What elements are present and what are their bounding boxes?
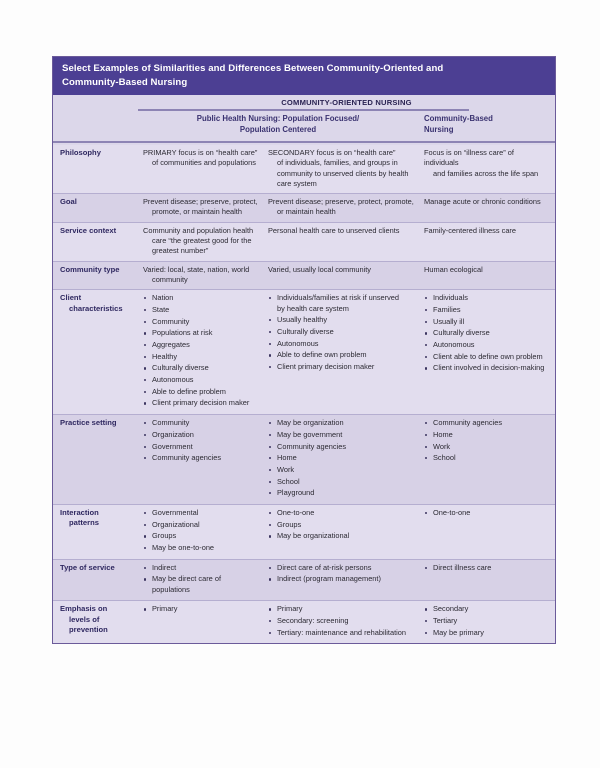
cell-public-health-population-centered (263, 415, 419, 504)
bullet-line: School (277, 476, 300, 486)
bullet-item (424, 628, 550, 638)
paragraph-line: and families across the life span (433, 168, 539, 178)
cell-public-health-population-centered (263, 290, 419, 414)
cell-public-health-population-focused (138, 194, 263, 222)
table-row (53, 262, 555, 291)
bullet-item (268, 477, 414, 487)
row-label-line: prevention (69, 625, 108, 635)
bullet-item (143, 543, 258, 553)
bullet-line: May be organizational (277, 531, 350, 541)
bullet-line: Able to define own problem (277, 350, 367, 360)
bullet-item (424, 317, 550, 327)
bullet-line: Governmental (152, 507, 199, 517)
row-label (53, 262, 138, 290)
cell-public-health-population-focused (138, 505, 263, 559)
bullet-item (268, 362, 414, 372)
bullet-item (268, 520, 414, 530)
row-label (53, 290, 138, 414)
paragraph-line: Manage acute or chronic conditions (424, 197, 541, 207)
row-label (53, 415, 138, 504)
cell-public-health-population-centered (263, 194, 419, 222)
bullet-item (268, 563, 414, 573)
cell-public-health-population-centered (263, 601, 419, 643)
bullet-item (424, 418, 550, 428)
bullet-item (143, 352, 258, 362)
bullet-item (424, 363, 550, 373)
cell-community-based-nursing (419, 601, 555, 643)
paragraph-line: of communities and populations (152, 158, 256, 168)
bullet-item (143, 363, 258, 373)
bullet-line: May be direct care of (152, 574, 222, 584)
bullet-line: Client able to define own problem (433, 351, 543, 361)
cell-bullet-list (268, 293, 414, 372)
paragraph-line: PRIMARY focus is on “health care” (143, 148, 258, 157)
paragraph-line: community (152, 274, 188, 284)
bullet-line: State (152, 304, 170, 314)
paragraph-line: Focus is on “illness care” of individuals (424, 148, 514, 168)
cell-paragraph (143, 197, 258, 218)
cell-paragraph (268, 148, 414, 189)
bullet-item (424, 604, 550, 614)
bullet-item (268, 508, 414, 518)
bullet-line: Secondary: screening (277, 616, 349, 626)
bullet-line: Direct care of at-risk persons (277, 562, 372, 572)
bullet-line: Home (277, 453, 297, 463)
cell-community-based-nursing (419, 194, 555, 222)
bullet-line: May be government (277, 429, 343, 439)
bullet-item (424, 508, 550, 518)
bullet-line: Client primary decision maker (152, 398, 250, 408)
bullet-line: Autonomous (433, 340, 475, 350)
header-cell-community-based-nursing (418, 111, 555, 141)
cell-paragraph (268, 197, 414, 218)
header-bottom-rule (53, 141, 555, 143)
bullet-line: Usually ill (433, 316, 465, 326)
bullet-line: by health care system (277, 303, 349, 313)
row-label-line: Practice setting (60, 418, 117, 428)
bullet-item (143, 328, 258, 338)
bullet-item (268, 315, 414, 325)
header-cb-line-1: Community-Based (424, 114, 493, 123)
bullet-item (268, 616, 414, 626)
bullet-line: Tertiary: maintenance and rehabilitation (277, 627, 406, 637)
bullet-item (143, 430, 258, 440)
bullet-line: Playground (277, 488, 315, 498)
cell-bullet-list (268, 604, 414, 638)
cell-paragraph (424, 197, 550, 207)
bullet-line: Community (152, 418, 190, 428)
row-label (53, 560, 138, 601)
bullet-item (143, 398, 258, 408)
cell-public-health-population-focused (138, 560, 263, 601)
bullet-line: One-to-one (433, 507, 471, 517)
bullet-item (268, 293, 414, 314)
paragraph-line: Community and population health (143, 225, 254, 235)
bullet-line: Home (433, 429, 453, 439)
bullet-line: School (433, 453, 456, 463)
bullet-item (143, 508, 258, 518)
cell-paragraph (424, 265, 550, 275)
cell-bullet-list (143, 418, 258, 463)
bullet-item (268, 604, 414, 614)
table-row (53, 145, 555, 194)
bullet-line: Usually healthy (277, 315, 328, 325)
bullet-line: Secondary (433, 604, 469, 614)
bullet-line: One-to-one (277, 507, 315, 517)
bullet-line: Indirect (program management) (277, 574, 381, 584)
cell-public-health-population-centered (263, 560, 419, 601)
bullet-item (143, 418, 258, 428)
row-label (53, 194, 138, 222)
bullet-item (143, 453, 258, 463)
group-header-community-oriented: COMMUNITY-ORIENTED NURSING (281, 98, 412, 107)
cell-paragraph (424, 226, 550, 236)
table-row (53, 223, 555, 262)
paragraph-line: care system (277, 178, 317, 188)
bullet-line: Able to define problem (152, 386, 226, 396)
bullet-item (143, 293, 258, 303)
bullet-item (424, 442, 550, 452)
cell-community-based-nursing (419, 223, 555, 261)
bullet-line: Indirect (152, 562, 177, 572)
table-row (53, 505, 555, 560)
row-label-line: Goal (60, 197, 77, 207)
cell-bullet-list (268, 508, 414, 542)
bullet-item (143, 604, 258, 614)
sub-header-row (53, 111, 555, 141)
row-label-line: Philosophy (60, 148, 101, 157)
bullet-line: Healthy (152, 351, 178, 361)
bullet-item (424, 616, 550, 626)
row-label-line: Service context (60, 225, 117, 235)
row-label-line: Client (60, 293, 82, 303)
cell-paragraph (143, 226, 258, 257)
paragraph-line: care “the greatest good for the (152, 236, 252, 246)
table-row (53, 601, 555, 643)
paragraph-line: promote, or maintain health (152, 207, 242, 217)
bullet-item (143, 520, 258, 530)
header-label-spacer (53, 95, 138, 109)
bullet-line: Client involved in decision-making (433, 363, 545, 373)
bullet-line: Direct illness care (433, 562, 492, 572)
cell-paragraph (268, 226, 414, 236)
bullet-line: Community agencies (152, 453, 222, 463)
row-label (53, 223, 138, 261)
bullet-line: Primary (277, 604, 303, 614)
cell-bullet-list (424, 604, 550, 638)
header-cell-public-health-nursing (138, 111, 418, 141)
bullet-item (424, 430, 550, 440)
row-label-line: Interaction (60, 507, 99, 517)
cell-bullet-list (143, 563, 258, 595)
table-title-line-2: Community-Based Nursing (62, 76, 188, 88)
row-label (53, 505, 138, 559)
row-label (53, 145, 138, 193)
cell-paragraph (268, 265, 414, 275)
bullet-line: populations (152, 584, 190, 594)
cell-paragraph (143, 265, 258, 286)
paragraph-line: Family-centered illness care (424, 225, 517, 235)
bullet-item (268, 531, 414, 541)
cell-public-health-population-focused (138, 601, 263, 643)
table-title-bar (53, 57, 555, 95)
bullet-line: May be organization (277, 418, 344, 428)
row-label-line: Emphasis on (60, 604, 108, 614)
table-row (53, 290, 555, 415)
paragraph-line: Human ecological (424, 264, 483, 274)
bullet-line: Community (152, 316, 190, 326)
cell-public-health-population-focused (138, 415, 263, 504)
bullet-item (268, 418, 414, 428)
bullet-item (424, 328, 550, 338)
cell-community-based-nursing (419, 290, 555, 414)
cell-public-health-population-focused (138, 290, 263, 414)
bullet-line: Individuals (433, 293, 468, 303)
bullet-line: Organization (152, 429, 194, 439)
cell-bullet-list (424, 418, 550, 463)
bullet-line: Autonomous (277, 338, 319, 348)
bullet-line: Culturally diverse (152, 363, 209, 373)
bullet-line: Client primary decision maker (277, 362, 375, 371)
bullet-item (268, 430, 414, 440)
bullet-item (424, 563, 550, 573)
paragraph-line: Varied: local, state, nation, world (143, 264, 250, 274)
cell-public-health-population-centered (263, 145, 419, 193)
cell-bullet-list (424, 293, 550, 373)
cell-community-based-nursing (419, 145, 555, 193)
bullet-line: Culturally diverse (433, 328, 490, 338)
bullet-item (143, 305, 258, 315)
bullet-item (143, 387, 258, 397)
bullet-item (143, 563, 258, 573)
bullet-line: Aggregates (152, 340, 190, 350)
row-label-line: patterns (69, 518, 99, 528)
row-label (53, 601, 138, 643)
paragraph-line: Prevent disease; preserve, protect, promote, (268, 197, 414, 207)
bullet-line: Work (433, 441, 451, 451)
bullet-line: Groups (277, 519, 302, 529)
cell-community-based-nursing (419, 505, 555, 559)
bullet-line: Culturally diverse (277, 326, 334, 336)
cell-bullet-list (424, 563, 550, 573)
paragraph-line: Personal health care to unserved clients (268, 225, 400, 235)
cell-public-health-population-centered (263, 223, 419, 261)
bullet-line: Primary (152, 604, 178, 614)
header-cell-label (53, 111, 138, 141)
bullet-item (143, 574, 258, 595)
bullet-item (143, 442, 258, 452)
table-column-header (53, 95, 555, 145)
bullet-item (424, 293, 550, 303)
bullet-item (268, 465, 414, 475)
paragraph-line: of individuals, families, and groups in (277, 158, 398, 168)
bullet-line: Community agencies (277, 441, 347, 451)
cell-bullet-list (268, 418, 414, 498)
bullet-line: Groups (152, 531, 177, 541)
paragraph-line: community to unserved clients by health (277, 168, 409, 178)
bullet-line: May be one-to-one (152, 543, 215, 553)
bullet-item (143, 317, 258, 327)
cell-paragraph (424, 148, 550, 179)
cell-public-health-population-focused (138, 145, 263, 193)
bullet-item (424, 352, 550, 362)
cell-public-health-population-centered (263, 505, 419, 559)
bullet-item (268, 327, 414, 337)
bullet-line: Families (433, 304, 461, 314)
bullet-item (143, 340, 258, 350)
header-ph-line-1: Public Health Nursing: Population Focused/ (196, 114, 360, 123)
row-label-line: levels of (69, 614, 100, 624)
bullet-item (268, 488, 414, 498)
bullet-line: Work (277, 464, 295, 474)
cell-public-health-population-focused (138, 262, 263, 290)
bullet-line: Individuals/families at risk if unserved (277, 293, 399, 303)
bullet-item (268, 339, 414, 349)
header-cb-line-2: Nursing (424, 124, 454, 134)
paragraph-line: SECONDARY focus is on “health care” (268, 148, 396, 157)
paragraph-line: or maintain health (277, 207, 336, 217)
cell-paragraph (143, 148, 258, 169)
bullet-item (143, 531, 258, 541)
cell-community-based-nursing (419, 560, 555, 601)
bullet-item (424, 453, 550, 463)
group-header-row (53, 95, 555, 109)
table-title-line-1: Select Examples of Similarities and Differences Between Community-Oriented and (62, 63, 444, 74)
cell-public-health-population-centered (263, 262, 419, 290)
bullet-item (268, 574, 414, 584)
bullet-item (268, 453, 414, 463)
paragraph-line: Prevent disease; preserve, protect, (143, 197, 258, 207)
bullet-item (424, 340, 550, 350)
cell-bullet-list (143, 604, 258, 614)
cell-community-based-nursing (419, 262, 555, 290)
bullet-line: Nation (152, 293, 174, 303)
table-body (53, 145, 555, 643)
comparison-table (52, 56, 556, 644)
bullet-item (268, 628, 414, 638)
cell-bullet-list (143, 508, 258, 553)
bullet-item (268, 350, 414, 360)
bullet-line: Community agencies (433, 418, 503, 428)
row-label-line: characteristics (69, 303, 123, 313)
cell-bullet-list (424, 508, 550, 518)
bullet-item (143, 375, 258, 385)
bullet-line: Tertiary (433, 616, 458, 626)
header-ph-line-2: Population Centered (239, 124, 317, 134)
cell-bullet-list (268, 563, 414, 585)
paragraph-line: Varied, usually local community (268, 264, 371, 274)
bullet-item (268, 442, 414, 452)
bullet-line: Populations at risk (152, 328, 213, 338)
bullet-line: Government (152, 441, 193, 451)
cell-bullet-list (143, 293, 258, 408)
bullet-line: May be primary (433, 627, 484, 637)
table-row (53, 194, 555, 223)
row-label-line: Community type (60, 264, 120, 274)
paragraph-line: greatest number” (152, 246, 209, 256)
table-row (53, 415, 555, 505)
bullet-line: Autonomous (152, 375, 194, 385)
bullet-item (424, 305, 550, 315)
cell-community-based-nursing (419, 415, 555, 504)
cell-public-health-population-focused (138, 223, 263, 261)
table-row (53, 560, 555, 602)
row-label-line: Type of service (60, 562, 115, 572)
bullet-line: Organizational (152, 519, 200, 529)
